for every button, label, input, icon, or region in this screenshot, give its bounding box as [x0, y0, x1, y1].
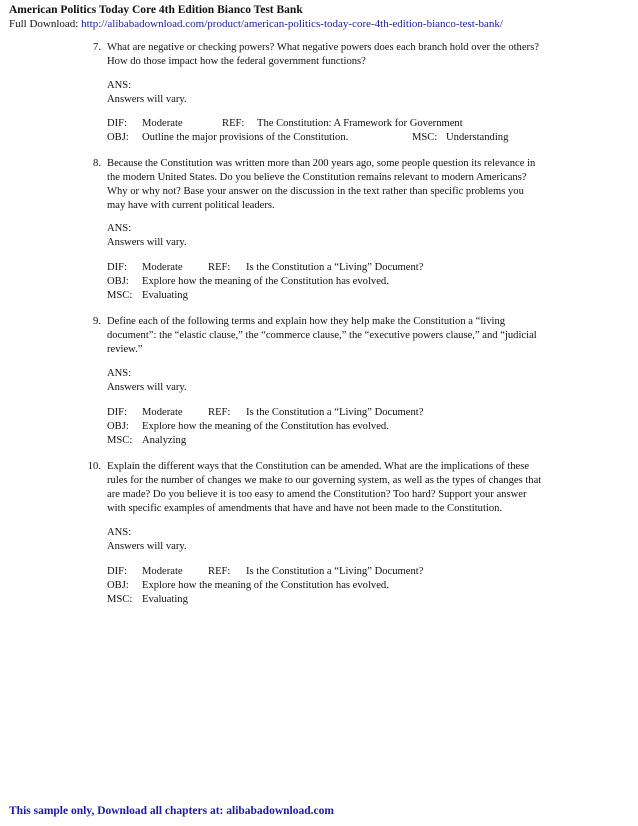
ref-value: The Constitution: A Framework for Government [257, 118, 463, 129]
ref-value: Is the Constitution a “Living” Document? [246, 407, 424, 418]
obj-value: Explore how the meaning of the Constitution has evolved. [142, 420, 389, 432]
metadata-block [107, 261, 577, 303]
ans-label: ANS: [107, 527, 132, 538]
msc-label: MSC: [107, 593, 133, 605]
answer-block [107, 526, 577, 554]
meta-row-msc [107, 434, 577, 448]
question-line: What are negative or checking powers? What negative powers does each branch hold over the others? [107, 42, 539, 53]
dif-label: DIF: [107, 118, 128, 129]
metadata-block [107, 117, 577, 145]
question-line: How do those impact how the federal government functions? [107, 55, 366, 67]
download-label: Full Download: [9, 18, 79, 30]
msc-label: MSC: [107, 289, 133, 301]
question-line: Because the Constitution was written more than 200 years ago, some people question its relevance in [107, 158, 536, 169]
ref-label: REF: [222, 118, 245, 129]
question-line: the modern United States. Do you believe the Constitution remains relevant to modern Americans? [107, 171, 527, 183]
question-line: with specific examples of amendments that have and have not been made to the Constitution. [107, 502, 503, 514]
dif-label: DIF: [107, 566, 128, 577]
meta-row-msc [107, 289, 577, 303]
download-link[interactable]: http://alibabadownload.com/product/american-politics-today-core-4th-edition-bianco-test-bank/ [81, 18, 503, 30]
question-line: Define each of the following terms and explain how they help make the Constitution a “living [107, 316, 506, 327]
question-text [107, 315, 577, 357]
msc-value: Evaluating [142, 593, 188, 605]
obj-value: Outline the major provisions of the Constitution. [142, 131, 349, 143]
msc-value: Evaluating [142, 289, 188, 301]
question-number: 7. [93, 42, 101, 53]
msc-value: Understanding [446, 131, 509, 143]
footer-download-note[interactable]: This sample only, Download all chapters at: alibabadownload.com [9, 805, 334, 817]
obj-value: Explore how the meaning of the Constitution has evolved. [142, 275, 389, 287]
dif-value: Moderate [142, 407, 183, 418]
question-text [107, 41, 577, 69]
question-text [107, 157, 577, 213]
question-number: 8. [93, 158, 101, 169]
answer-block [107, 222, 577, 250]
ref-label: REF: [208, 262, 231, 273]
question-line: Why or why not? Base your answer on the discussion in the text rather than specific problems you [107, 185, 524, 197]
dif-value: Moderate [142, 118, 183, 129]
meta-row-obj [107, 420, 577, 434]
question-line: may have with current political leaders. [107, 199, 275, 211]
meta-row-msc [107, 593, 577, 607]
ans-label: ANS: [107, 223, 132, 234]
document-title: American Politics Today Core 4th Edition Bianco Test Bank [9, 4, 303, 16]
download-line [9, 17, 503, 31]
ans-label: ANS: [107, 368, 132, 379]
ans-text: Answers will vary. [107, 236, 187, 248]
dif-label: DIF: [107, 262, 128, 273]
msc-label: MSC: [107, 434, 133, 446]
meta-row-dif-ref [107, 406, 577, 420]
question-line: Explain the different ways that the Constitution can be amended. What are the implications of these [107, 461, 530, 472]
meta-row-dif-ref [107, 261, 577, 275]
ans-text: Answers will vary. [107, 93, 187, 105]
ans-label: ANS: [107, 80, 132, 91]
meta-row-dif-ref [107, 565, 577, 579]
msc-value: Analyzing [142, 434, 187, 446]
answer-block [107, 79, 577, 107]
dif-value: Moderate [142, 566, 183, 577]
meta-row-obj [107, 275, 577, 289]
question-line: are made? Do you believe it is too easy to amend the Constitution? Too hard? Support your answer [107, 488, 527, 500]
meta-row-obj-msc [107, 131, 577, 145]
obj-label: OBJ: [107, 275, 129, 287]
metadata-block [107, 406, 577, 448]
meta-row-dif-ref [107, 117, 577, 131]
dif-value: Moderate [142, 262, 183, 273]
dif-label: DIF: [107, 407, 128, 418]
question-text [107, 460, 577, 516]
ref-value: Is the Constitution a “Living” Document? [246, 262, 424, 273]
obj-label: OBJ: [107, 131, 129, 143]
ref-label: REF: [208, 566, 231, 577]
obj-label: OBJ: [107, 579, 129, 591]
msc-label: MSC: [412, 131, 438, 143]
question-line: document”: the “elastic clause,” the “commerce clause,” the “executive powers clause,” and “judicial [107, 329, 537, 341]
metadata-block [107, 565, 577, 607]
ref-value: Is the Constitution a “Living” Document? [246, 566, 424, 577]
answer-block [107, 367, 577, 395]
question-number: 9. [93, 316, 101, 327]
meta-row-obj [107, 579, 577, 593]
question-line: review.” [107, 343, 143, 355]
question-number: 10. [87, 461, 101, 472]
question-line: rules for the number of changes we make to our governing system, as well as the types of changes that [107, 474, 542, 486]
ans-text: Answers will vary. [107, 540, 187, 552]
ans-text: Answers will vary. [107, 381, 187, 393]
obj-label: OBJ: [107, 420, 129, 432]
obj-value: Explore how the meaning of the Constitution has evolved. [142, 579, 389, 591]
ref-label: REF: [208, 407, 231, 418]
